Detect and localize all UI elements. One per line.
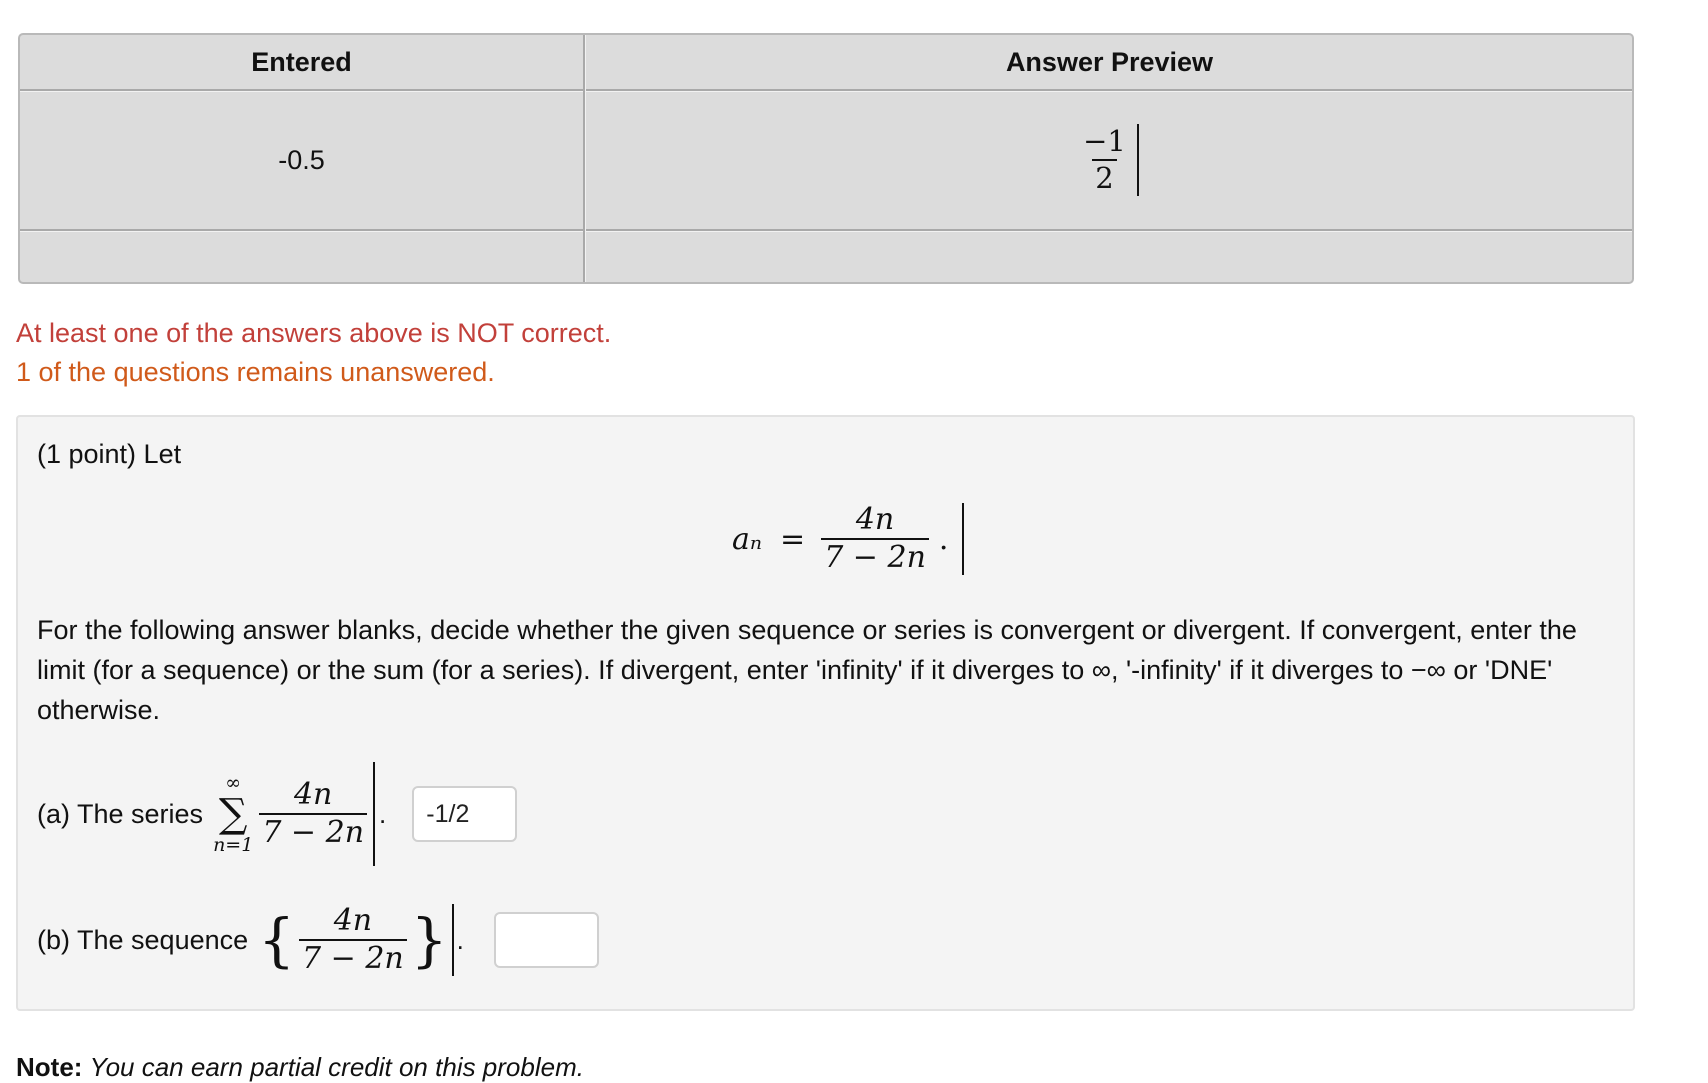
problem-instructions: For the following answer blanks, decide whether the given sequence or series is convergent or divergent. If convergent, enter the limit (for a sequence) or the sum (for a series). If divergent, enter 'infinity' if it diverges to ∞, '-infinity' if it diverges to −∞ or 'DNE' otherwise. xyxy=(37,615,1577,725)
preview-denominator: 2 xyxy=(1092,159,1116,193)
results-row xyxy=(20,91,1632,231)
sum-upper-limit: ∞ xyxy=(225,772,242,794)
series-numerator: 4n xyxy=(293,777,333,812)
sequence-answer-input[interactable] xyxy=(494,912,599,968)
answer-preview-fraction xyxy=(1080,124,1129,195)
close-brace: } xyxy=(410,906,448,974)
answer-preview-cell xyxy=(585,91,1634,229)
note-text: You can earn partial credit on this problem. xyxy=(89,1052,584,1082)
sum-lower-limit: n=1 xyxy=(213,834,254,856)
series-answer-input[interactable]: -1/2 xyxy=(412,786,517,842)
preview-numerator: −1 xyxy=(1083,124,1126,158)
summation-symbol xyxy=(213,772,253,856)
part-a-label: (a) The series xyxy=(37,798,204,829)
series-period: . xyxy=(379,798,387,829)
note-label: Note: xyxy=(16,1052,83,1082)
results-row-empty xyxy=(20,231,1632,284)
part-b-label: (b) The sequence xyxy=(37,924,249,955)
sequence-denominator: 7 − 2n xyxy=(299,939,407,974)
answer-preview-empty xyxy=(585,231,1634,281)
formula-fraction xyxy=(821,502,929,575)
header-answer-preview: Answer Preview xyxy=(1005,46,1214,77)
column-divider xyxy=(583,35,585,282)
open-brace: { xyxy=(258,906,296,974)
header-entered: Entered xyxy=(251,46,352,77)
incorrect-message: At least one of the answers above is NOT correct. xyxy=(16,318,612,348)
sequence-caret xyxy=(452,904,454,976)
formula-equals: = xyxy=(780,521,806,557)
partial-credit-note xyxy=(16,1052,584,1083)
results-table xyxy=(18,33,1634,284)
formula-lhs: aₙ xyxy=(732,521,763,557)
sigma-icon: ∑ xyxy=(218,791,248,837)
problem-intro: (1 point) Let xyxy=(37,439,182,469)
series-denominator: 7 − 2n xyxy=(259,813,367,848)
series-fraction xyxy=(259,777,367,850)
sequence-fraction xyxy=(299,903,407,976)
preview-caret xyxy=(1137,124,1139,196)
results-header-row xyxy=(20,35,1632,91)
part-b xyxy=(37,904,599,976)
sequence-definition xyxy=(732,503,964,575)
formula-period: . xyxy=(938,521,949,557)
entered-value: -0.5 xyxy=(278,144,325,175)
sequence-numerator: 4n xyxy=(333,903,373,938)
part-a xyxy=(37,762,517,866)
formula-caret xyxy=(962,503,964,575)
sequence-period: . xyxy=(456,924,464,955)
problem-box xyxy=(16,415,1635,1011)
entered-value-empty xyxy=(20,231,583,281)
formula-numerator: 4n xyxy=(855,502,895,537)
unanswered-message: 1 of the questions remains unanswered. xyxy=(16,357,495,387)
series-caret xyxy=(373,762,375,866)
formula-denominator: 7 − 2n xyxy=(821,538,929,573)
